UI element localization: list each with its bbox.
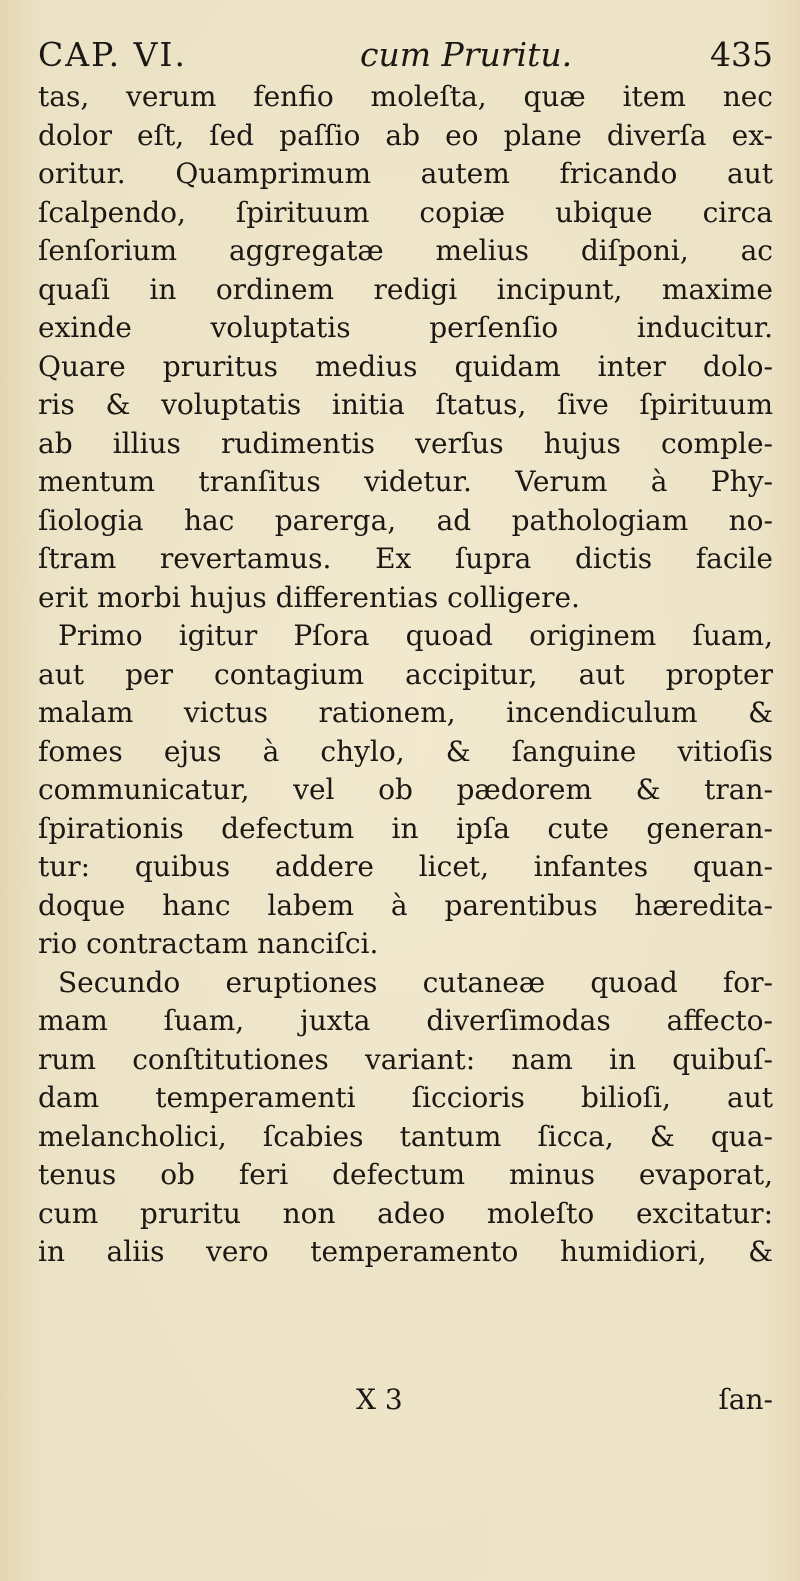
text-line: tas, verum fenfio moleſta, quæ item nec — [38, 80, 773, 113]
text-line: oritur. Quamprimum autem fricando aut — [38, 157, 773, 190]
body-text — [38, 78, 773, 1272]
text-line: quaſi in ordinem redigi incipunt, maxime — [38, 272, 773, 306]
text-line: dolor eſt, ſed paſſio ab eo plane diverſa ex- — [38, 118, 773, 152]
text-line: tenus ob feri defectum minus evaporat, — [38, 1158, 773, 1191]
text-line: ſpirationis defectum in ipſa cute generan- — [38, 811, 773, 845]
text-line: aut per contagium accipitur, aut propter — [38, 657, 773, 691]
running-title: cum Pruritu. — [360, 35, 573, 74]
text-line: Primo igitur Pſora quoad originem ſuam, — [58, 619, 773, 652]
chapter-heading: CAP. VI. — [38, 35, 187, 74]
text-line: rio contractam nanciſci. — [38, 927, 379, 960]
text-line: malam victus rationem, incendiculum & — [38, 696, 773, 729]
catchword: ſan- — [718, 1383, 773, 1416]
page-footer — [38, 1380, 773, 1420]
text-line: erit morbi hujus differentias colligere. — [38, 580, 580, 614]
signature-mark: X 3 — [356, 1383, 403, 1416]
text-line: ſiologia hac parerga, ad pathologiam no- — [38, 503, 773, 537]
text-line: ſcalpendo, ſpirituum copiæ ubique circa — [38, 195, 773, 229]
text-line: dam temperamenti ſiccioris bilioſi, aut — [38, 1081, 773, 1114]
text-line: mentum tranſitus videtur. Verum à Phy- — [38, 465, 773, 498]
text-line: doque hanc labem à parentibus hæredita- — [38, 888, 773, 922]
text-line: rum conſtitutiones variant: nam in quibuſ- — [38, 1042, 773, 1076]
text-line: ab illius rudimentis verſus hujus comple- — [38, 426, 773, 460]
text-line: fomes ejus à chylo, & ſanguine vitioſis — [38, 734, 773, 768]
text-line: mam ſuam, juxta diverſimodas affecto- — [38, 1004, 773, 1037]
text-line: Secundo eruptiones cutaneæ quoad for- — [58, 965, 773, 999]
text-line: in aliis vero temperamento humidiori, & — [38, 1235, 773, 1268]
text-line: ſenſorium aggregatæ melius diſponi, ac — [38, 234, 773, 267]
text-line: melancholici, ſcabies tantum ſicca, & qua- — [38, 1119, 773, 1153]
text-line: ris & voluptatis initia ſtatus, ſive ſpirituum — [38, 388, 773, 421]
text-line: ſtram revertamus. Ex ſupra dictis facile — [38, 542, 773, 575]
page-header — [38, 30, 773, 80]
page-number: 435 — [710, 35, 773, 74]
text-line: communicatur, vel ob pædorem & tran- — [38, 773, 773, 806]
text-line: cum pruritu non adeo moleſto excitatur: — [38, 1196, 773, 1230]
text-line: exinde voluptatis perſenſio inducitur. — [38, 311, 773, 344]
text-line: Quare pruritus medius quidam inter dolo- — [38, 349, 773, 383]
text-line: tur: quibus addere licet, infantes quan- — [38, 850, 773, 883]
